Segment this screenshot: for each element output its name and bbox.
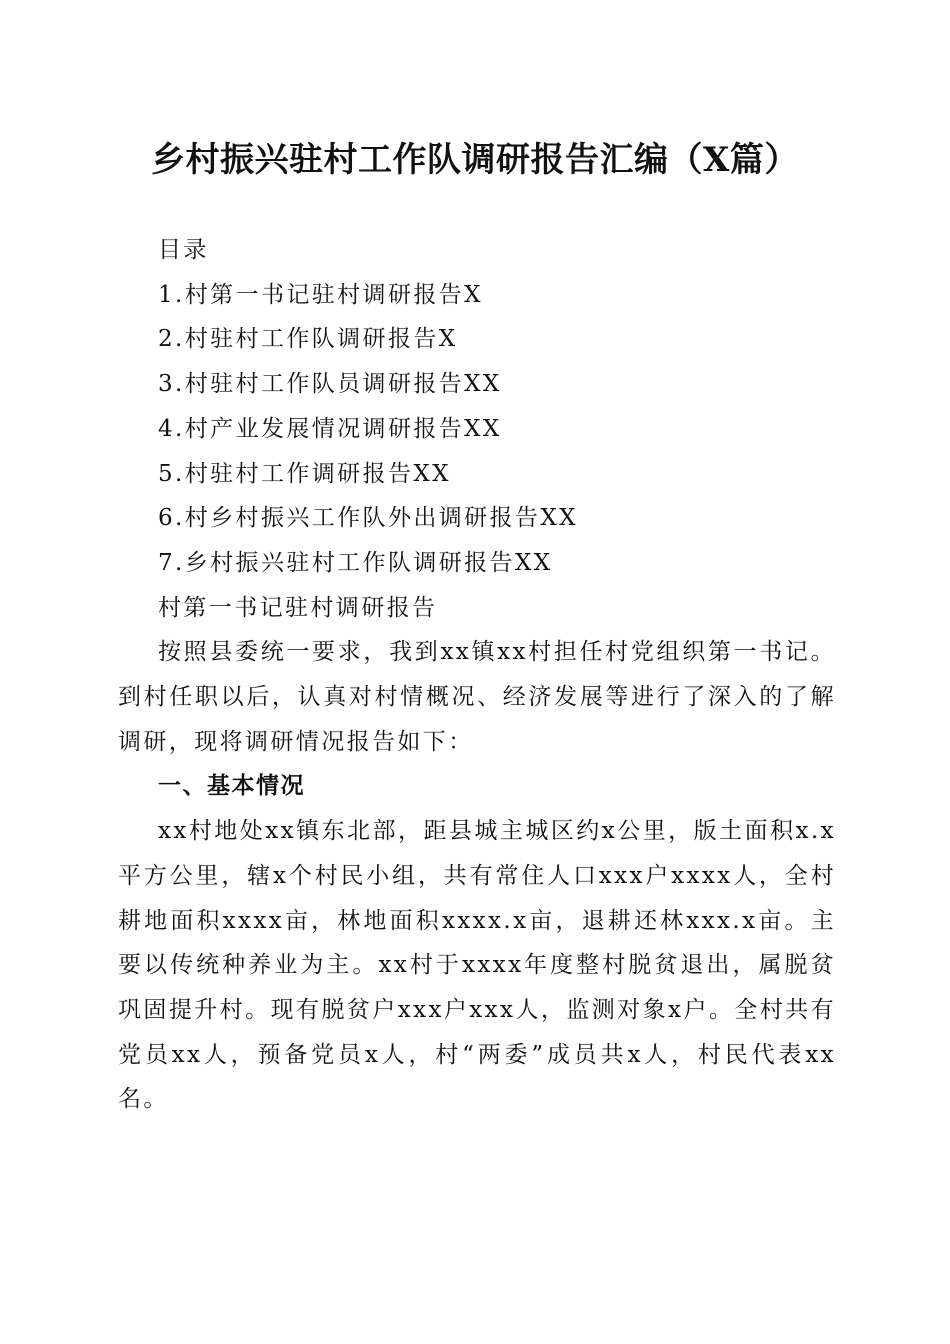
toc-item: 4.村产业发展情况调研报告XX bbox=[158, 415, 502, 442]
article-title: 村第一书记驻村调研报告 bbox=[158, 594, 438, 621]
section-paragraph: xx村地处xx镇东北部，距县城主城区约x公里，版土面积x.x平方公里，辖x个村民小组，共有常住人口xxx户xxxx人，全村耕地面积xxxx亩，林地面积xxxx.x亩，退耕还林xxx.x亩。主要以传统种养业为主。xx村于xxxx年度整村脱贫退出，属脱贫巩固提升村。现有脱贫户xxx户xxx人，监测对象x户。全村共有党员xx人，预备党员x人，村“两委”成员共x人，村民代表xx名。 bbox=[118, 818, 836, 1113]
toc-item: 2.村驻村工作队调研报告X bbox=[158, 326, 458, 353]
section-heading: 一、基本情况 bbox=[158, 773, 305, 800]
toc-item: 1.村第一书记驻村调研报告X bbox=[158, 281, 483, 308]
toc-item: 6.村乡村振兴工作队外出调研报告XX bbox=[158, 505, 578, 532]
document-title: 乡村振兴驻村工作队调研报告汇编（X篇） bbox=[151, 140, 799, 180]
toc-item: 7.乡村振兴驻村工作队调研报告XX bbox=[158, 549, 553, 576]
document-body bbox=[118, 228, 836, 1122]
toc-item: 3.村驻村工作队员调研报告XX bbox=[158, 371, 502, 398]
intro-paragraph: 按照县委统一要求，我到xx镇xx村担任村党组织第一书记。到村任职以后，认真对村情概况、经济发展等进行了深入的了解调研，现将调研情况报告如下： bbox=[118, 639, 836, 755]
toc-item: 5.村驻村工作调研报告XX bbox=[158, 460, 451, 487]
toc-label: 目录 bbox=[158, 237, 209, 263]
